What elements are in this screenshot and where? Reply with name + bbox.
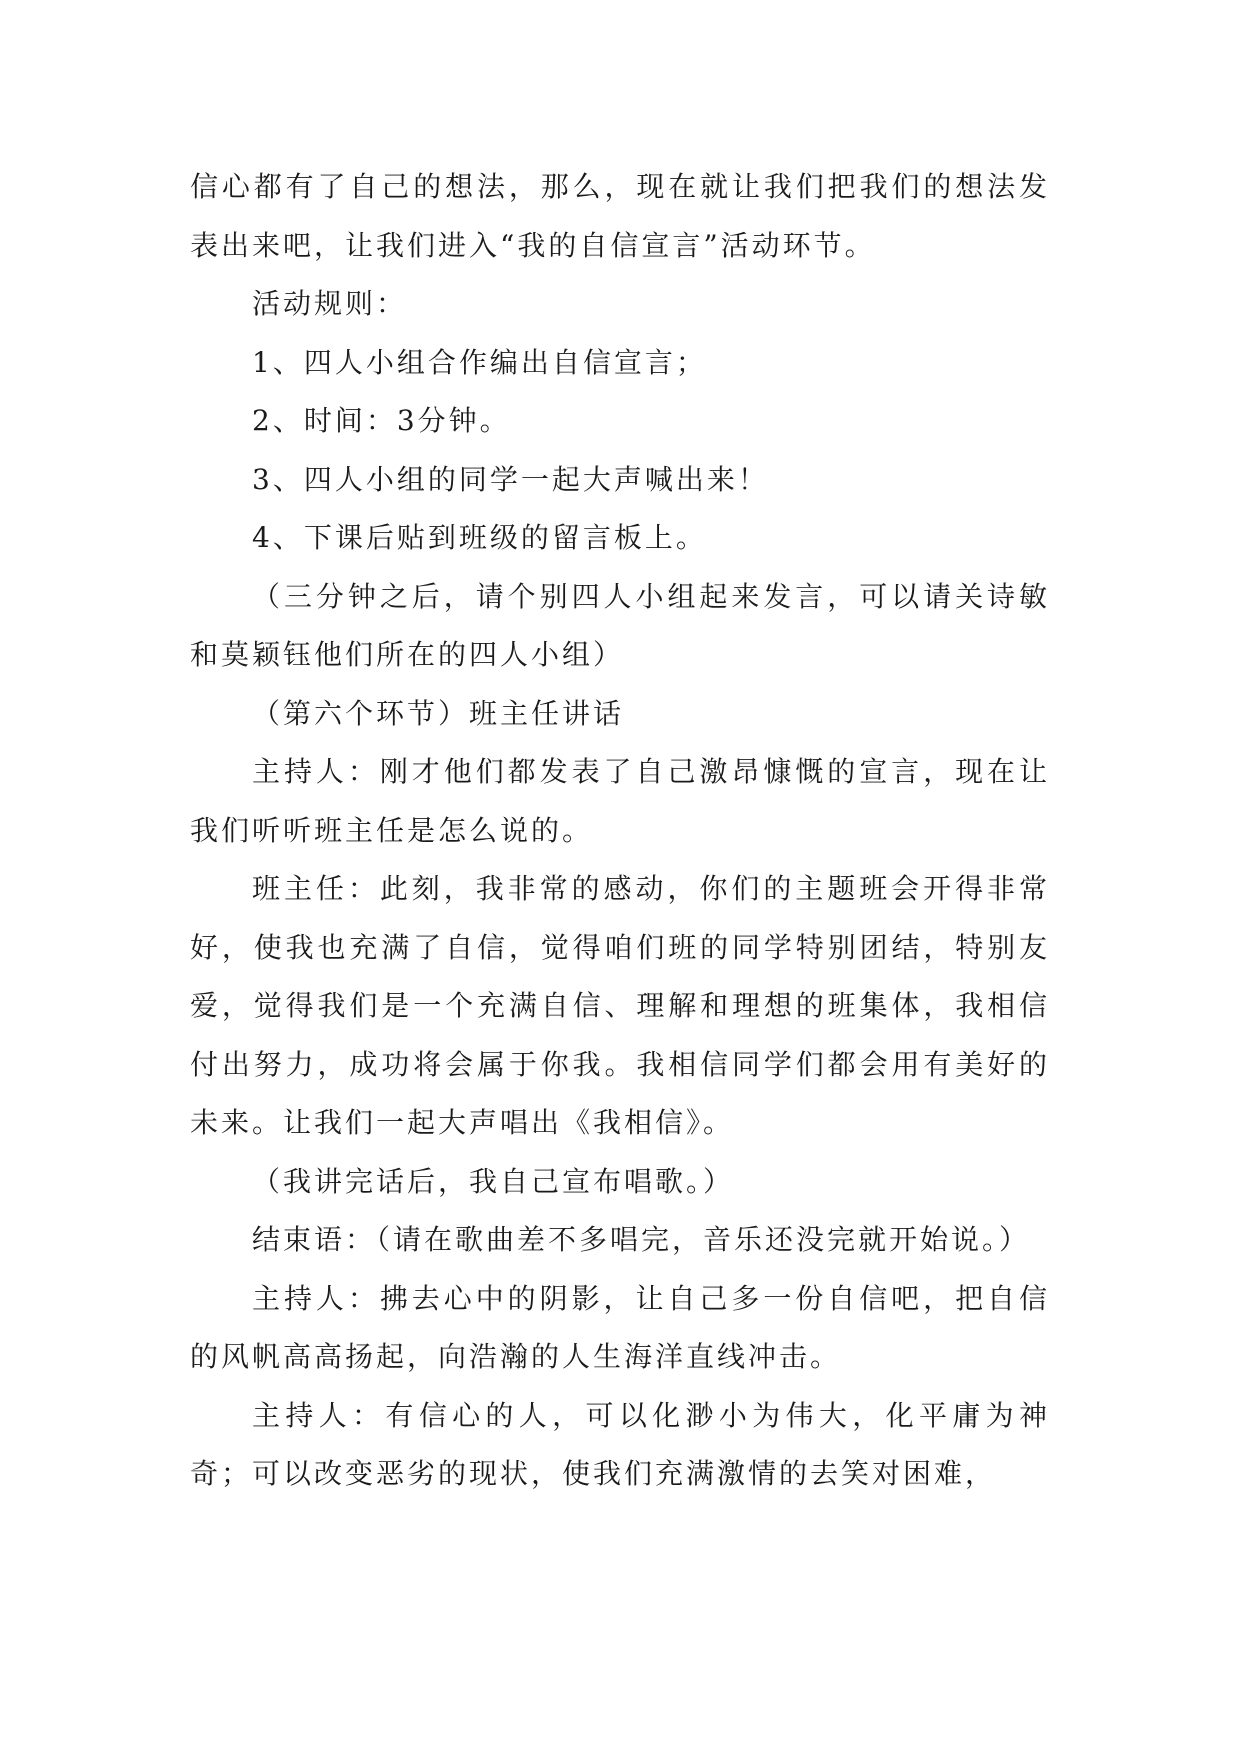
paragraph-12: 结束语：（请在歌曲差不多唱完，音乐还没完就开始说。） — [252, 1223, 1031, 1256]
paragraph-1: 信心都有了自己的想法，那么，现在就让我们把我们的想法发表出来吧，让我们进入“我的自信宣言”活动环节。 — [190, 170, 1050, 262]
paragraph-5: 3、四人小组的同学一起大声喊出来！ — [252, 462, 769, 496]
document-body — [190, 158, 1050, 1504]
paragraph-9: 主持人：刚才他们都发表了自己激昂慷慨的宣言，现在让我们听听班主任是怎么说的。 — [190, 755, 1050, 847]
paragraph-6: 4、下课后贴到班级的留言板上。 — [252, 521, 707, 554]
paragraph-2: 活动规则： — [252, 287, 408, 320]
paragraph-10: 班主任：此刻，我非常的感动，你们的主题班会开得非常好，使我也充满了自信，觉得咱们班的同学特别团结，特别友爱，觉得我们是一个充满自信、理解和理想的班集体，我相信付出努力，成功将会属于你我。我相信同学们都会用有美好的未来。让我们一起大声唱出《我相信》。 — [190, 872, 1050, 1139]
paragraph-4: 2、时间：3分钟。 — [252, 404, 511, 437]
paragraph-7: （三分钟之后，请个别四人小组起来发言，可以请关诗敏和莫颖钰他们所在的四人小组） — [190, 579, 1050, 671]
paragraph-11: （我讲完话后，我自己宣布唱歌。） — [252, 1164, 735, 1198]
paragraph-8: （第六个环节）班主任讲话 — [252, 696, 625, 730]
paragraph-3: 1、四人小组合作编出自信宣言； — [252, 345, 707, 379]
paragraph-14: 主持人：有信心的人，可以化渺小为伟大，化平庸为神奇；可以改变恶劣的现状，使我们充满激情的去笑对困难， — [190, 1398, 1050, 1490]
paragraph-13: 主持人：拂去心中的阴影，让自己多一份自信吧，把自信的风帆高高扬起，向浩瀚的人生海洋直线冲击。 — [190, 1281, 1050, 1373]
